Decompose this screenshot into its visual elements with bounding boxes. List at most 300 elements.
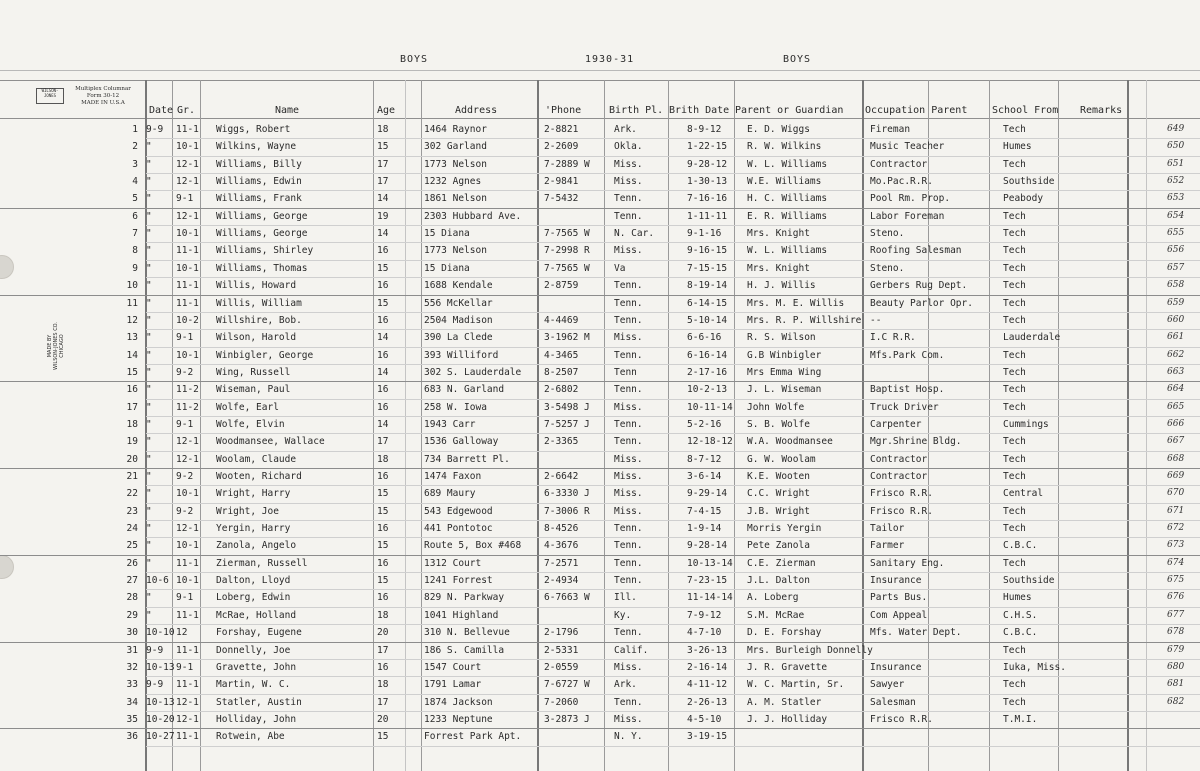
num: 33 xyxy=(126,679,138,691)
date-cell: " xyxy=(146,523,152,535)
phone-cell: 3-5498 J xyxy=(544,401,590,413)
address-cell: 1874 Jackson xyxy=(424,696,493,708)
birthdate-cell: 1-22-15 xyxy=(687,141,728,153)
school-cell: Tech xyxy=(1003,349,1026,361)
birthdate-cell: 3-26-13 xyxy=(687,644,728,656)
school-cell: Peabody xyxy=(1003,193,1044,205)
birthdate-cell: 7-4-15 xyxy=(687,505,722,517)
header-rule xyxy=(0,80,1200,81)
school-cell: Tech xyxy=(1003,505,1026,517)
age-cell: 17 xyxy=(377,644,389,656)
num: 2 xyxy=(132,141,138,153)
occupation-cell: Carpenter xyxy=(870,418,922,430)
age-cell: 17 xyxy=(377,158,389,170)
birthdate-cell: 9-29-14 xyxy=(687,488,728,500)
name-cell: Willis, Howard xyxy=(216,280,297,292)
table-row xyxy=(0,589,1200,606)
num: 30 xyxy=(126,627,138,639)
school-cell: Humes xyxy=(1003,592,1032,604)
phone-cell: 7-2889 W xyxy=(544,158,590,170)
num: 28 xyxy=(126,592,138,604)
birthdate-cell: 7-23-15 xyxy=(687,575,728,587)
age-cell: 16 xyxy=(377,401,389,413)
school-cell: Tech xyxy=(1003,679,1026,691)
birthdate-cell: 1-11-11 xyxy=(687,210,728,222)
num: 12 xyxy=(126,314,138,326)
age-cell: 14 xyxy=(377,366,389,378)
num: 26 xyxy=(126,557,138,569)
address-cell: 1241 Forrest xyxy=(424,575,493,587)
address-cell: 1943 Carr xyxy=(424,418,476,430)
occupation-cell: Tailor xyxy=(870,523,905,535)
occupation-cell: Fireman xyxy=(870,124,911,135)
num: 15 xyxy=(126,366,138,378)
name-cell: Williams, George xyxy=(216,228,308,240)
parent-cell: J. R. Gravette xyxy=(747,661,828,673)
name-cell: Loberg, Edwin xyxy=(216,592,291,604)
parent-cell: H. C. Williams xyxy=(747,193,828,205)
margin-number: 653 xyxy=(1167,193,1185,204)
parent-cell: W. L. Williams xyxy=(747,158,828,170)
birthplace-cell: Okla. xyxy=(614,141,643,153)
phone-cell: 8-4526 xyxy=(544,523,579,535)
maker-line: CHICAGO xyxy=(59,334,65,358)
name-cell: Williams, Edwin xyxy=(216,176,302,188)
margin-number: 655 xyxy=(1167,228,1185,239)
margin-number: 666 xyxy=(1167,418,1185,429)
phone-cell: 3-1962 M xyxy=(544,332,590,344)
grade-cell: 10-1 xyxy=(176,575,199,587)
occupation-cell: Frisco R.R. xyxy=(870,713,933,725)
phone-cell: 7-2998 R xyxy=(544,245,590,257)
margin-number: 671 xyxy=(1167,505,1185,516)
birthdate-cell: 10-2-13 xyxy=(687,384,728,396)
col-header-birthplace: Birth Pl. xyxy=(609,105,664,116)
num: 18 xyxy=(126,418,138,430)
margin-number: 676 xyxy=(1167,592,1185,603)
address-cell: 1773 Nelson xyxy=(424,245,487,257)
name-cell: Williams, Thomas xyxy=(216,262,308,274)
address-cell: 302 Garland xyxy=(424,141,487,153)
parent-cell: C.C. Wright xyxy=(747,488,810,500)
age-cell: 16 xyxy=(377,349,389,361)
age-cell: 17 xyxy=(377,696,389,708)
brand-text xyxy=(70,86,136,107)
birthdate-cell: 7-16-16 xyxy=(687,193,728,205)
date-cell: " xyxy=(146,228,152,240)
margin-number: 652 xyxy=(1167,176,1185,187)
date-cell: " xyxy=(146,540,152,552)
birthplace-cell: Tenn. xyxy=(614,314,643,326)
birthdate-cell: 6-14-15 xyxy=(687,297,728,309)
margin-number: 650 xyxy=(1167,141,1185,152)
margin-number: 682 xyxy=(1167,696,1185,707)
birthdate-cell: 11-14-14 xyxy=(687,592,733,604)
margin-number: 661 xyxy=(1167,332,1185,343)
age-cell: 16 xyxy=(377,592,389,604)
address-cell: 1861 Nelson xyxy=(424,193,487,205)
school-cell: Tech xyxy=(1003,453,1026,465)
grade-cell: 12-1 xyxy=(176,436,199,448)
parent-cell: Pete Zanola xyxy=(747,540,810,552)
table-row xyxy=(0,676,1200,693)
name-cell: Wiseman, Paul xyxy=(216,384,291,396)
margin-number: 675 xyxy=(1167,575,1185,586)
num: 16 xyxy=(126,384,138,396)
age-cell: 15 xyxy=(377,297,389,309)
address-cell: 829 N. Parkway xyxy=(424,592,505,604)
header-bottom-rule xyxy=(0,118,1200,119)
occupation-cell: Farmer xyxy=(870,540,905,552)
table-row xyxy=(0,451,1200,468)
margin-number: 657 xyxy=(1167,262,1185,273)
age-cell: 15 xyxy=(377,488,389,500)
school-cell: Tech xyxy=(1003,228,1026,240)
grade-cell: 11-1 xyxy=(176,644,199,656)
occupation-cell: Contractor xyxy=(870,471,928,482)
birthplace-cell: Ark. xyxy=(614,124,637,135)
birthplace-cell: N. Car. xyxy=(614,228,655,240)
grade-cell: 12-1 xyxy=(176,158,199,170)
school-cell: Central xyxy=(1003,488,1044,500)
grade-cell: 12-1 xyxy=(176,453,199,465)
grade-cell: 11-1 xyxy=(176,297,199,309)
date-cell: " xyxy=(146,453,152,465)
address-cell: 441 Pontotoc xyxy=(424,523,493,535)
age-cell: 16 xyxy=(377,557,389,569)
table-row xyxy=(0,572,1200,589)
address-cell: 1773 Nelson xyxy=(424,158,487,170)
num: 11 xyxy=(126,297,138,309)
birthplace-cell: Tenn. xyxy=(614,193,643,205)
date-cell: " xyxy=(146,366,152,378)
address-cell: 734 Barrett Pl. xyxy=(424,453,510,465)
grade-cell: 12-1 xyxy=(176,696,199,708)
school-cell: Tech xyxy=(1003,245,1026,257)
birthdate-cell: 8-7-12 xyxy=(687,453,722,465)
parent-cell: John Wolfe xyxy=(747,401,805,413)
date-cell: " xyxy=(146,332,152,344)
margin-number: 679 xyxy=(1167,644,1185,655)
name-cell: Wright, Joe xyxy=(216,505,279,517)
table-row xyxy=(0,190,1200,207)
occupation-cell: Contractor xyxy=(870,158,928,170)
grade-cell: 11-1 xyxy=(176,679,199,691)
col-header-grade: Gr. xyxy=(177,105,196,116)
table-row xyxy=(0,138,1200,155)
table-row xyxy=(0,381,1200,398)
table-row xyxy=(0,399,1200,416)
date-cell: " xyxy=(146,401,152,413)
date-cell: " xyxy=(146,297,152,309)
phone-cell: 7-2060 xyxy=(544,696,579,708)
grade-cell: 12-1 xyxy=(176,210,199,222)
num: 8 xyxy=(132,245,138,257)
margin-number: 656 xyxy=(1167,245,1185,256)
phone-cell: 7-6727 W xyxy=(544,679,590,691)
phone-cell: 2-5331 xyxy=(544,644,579,656)
age-cell: 20 xyxy=(377,627,389,639)
parent-cell: C.E. Zierman xyxy=(747,557,816,569)
table-row xyxy=(0,364,1200,381)
school-cell: Humes xyxy=(1003,141,1032,153)
occupation-cell: -- xyxy=(870,314,882,326)
date-cell: 10-13 xyxy=(146,661,175,673)
table-row xyxy=(0,485,1200,502)
parent-cell: Mrs. Burleigh Donnelly xyxy=(747,644,873,656)
date-cell: " xyxy=(146,592,152,604)
age-cell: 15 xyxy=(377,731,389,743)
address-cell: 556 McKellar xyxy=(424,297,493,309)
phone-cell: 6-7663 W xyxy=(544,592,590,604)
occupation-cell: Contractor xyxy=(870,453,928,465)
table-row xyxy=(0,520,1200,537)
parent-cell: R. W. Wilkins xyxy=(747,141,822,153)
school-cell: Tech xyxy=(1003,314,1026,326)
grade-cell: 9-1 xyxy=(176,592,194,604)
address-cell: 1232 Agnes xyxy=(424,176,482,188)
date-cell: 9-9 xyxy=(146,124,164,135)
table-row xyxy=(0,694,1200,711)
occupation-cell: Frisco R.R. xyxy=(870,505,933,517)
birthdate-cell: 4-11-12 xyxy=(687,679,728,691)
table-row xyxy=(0,260,1200,277)
school-cell: Tech xyxy=(1003,262,1026,274)
brand-line: Multiplex Columnar xyxy=(75,86,131,92)
num: 31 xyxy=(126,644,138,656)
birthplace-cell: Tenn. xyxy=(614,280,643,292)
grade-cell: 9-2 xyxy=(176,505,194,517)
age-cell: 15 xyxy=(377,540,389,552)
age-cell: 15 xyxy=(377,575,389,587)
birthplace-cell: Miss. xyxy=(614,176,643,188)
school-cell: C.H.S. xyxy=(1003,609,1038,621)
occupation-cell: Mfs. Water Dept. xyxy=(870,627,962,639)
birthplace-cell: Tenn. xyxy=(614,523,643,535)
occupation-cell: Com Appeal xyxy=(870,609,928,621)
address-cell: 1536 Galloway xyxy=(424,436,499,448)
num: 23 xyxy=(126,505,138,517)
school-cell: Tech xyxy=(1003,436,1026,448)
col-header-address: Address xyxy=(455,105,498,116)
occupation-cell: Steno. xyxy=(870,228,905,240)
age-cell: 18 xyxy=(377,609,389,621)
parent-cell: J. J. Holliday xyxy=(747,713,828,725)
table-row xyxy=(0,121,1200,138)
date-cell: " xyxy=(146,193,152,205)
num: 24 xyxy=(126,523,138,535)
date-cell: " xyxy=(146,471,152,482)
grade-cell: 10-1 xyxy=(176,540,199,552)
birthplace-cell: Miss. xyxy=(614,332,643,344)
num: 35 xyxy=(126,713,138,725)
birthdate-cell: 7-9-12 xyxy=(687,609,722,621)
grade-cell: 10-1 xyxy=(176,488,199,500)
address-cell: 15 Diana xyxy=(424,228,470,240)
margin-number: 651 xyxy=(1167,158,1185,169)
col-header-date: Date xyxy=(149,105,174,116)
address-cell: 543 Edgewood xyxy=(424,505,493,517)
address-cell: 393 Williford xyxy=(424,349,499,361)
birthdate-cell: 8-19-14 xyxy=(687,280,728,292)
name-cell: McRae, Holland xyxy=(216,609,297,621)
birthplace-cell: Miss. xyxy=(614,245,643,257)
birthplace-cell: Tenn. xyxy=(614,557,643,569)
parent-cell: Morris Yergin xyxy=(747,523,822,535)
margin-number: 669 xyxy=(1167,471,1185,481)
table-row xyxy=(0,537,1200,554)
name-cell: Winbigler, George xyxy=(216,349,314,361)
parent-cell: S.M. McRae xyxy=(747,609,805,621)
phone-cell: 2-4934 xyxy=(544,575,579,587)
grade-cell: 9-1 xyxy=(176,661,194,673)
parent-cell: H. J. Willis xyxy=(747,280,816,292)
address-cell: 1547 Court xyxy=(424,661,482,673)
birthplace-cell: Tenn. xyxy=(614,696,643,708)
brand-line: Form 30-12 xyxy=(86,93,120,99)
birthdate-cell: 9-28-12 xyxy=(687,158,728,170)
birthdate-cell: 9-28-14 xyxy=(687,540,728,552)
birthplace-cell: N. Y. xyxy=(614,731,643,743)
grade-cell: 12-1 xyxy=(176,523,199,535)
occupation-cell: Parts Bus. xyxy=(870,592,928,604)
date-cell: 10-20 xyxy=(146,713,175,725)
birthdate-cell: 5-10-14 xyxy=(687,314,728,326)
form-brand-logo xyxy=(36,86,136,114)
table-row xyxy=(0,624,1200,641)
address-cell: 689 Maury xyxy=(424,488,476,500)
birthplace-cell: Miss. xyxy=(614,661,643,673)
age-cell: 14 xyxy=(377,418,389,430)
num: 17 xyxy=(126,401,138,413)
age-cell: 18 xyxy=(377,453,389,465)
date-cell: 9-9 xyxy=(146,679,164,691)
date-cell: " xyxy=(146,609,152,621)
birthdate-cell: 12-18-12 xyxy=(687,436,733,448)
grade-cell: 12-1 xyxy=(176,713,199,725)
school-cell: Iuka, Miss. xyxy=(1003,661,1066,673)
parent-cell: E. R. Williams xyxy=(747,210,828,222)
phone-cell: 2-0559 xyxy=(544,661,579,673)
birthdate-cell: 6-6-16 xyxy=(687,332,722,344)
age-cell: 16 xyxy=(377,471,389,482)
date-cell: " xyxy=(146,262,152,274)
occupation-cell: Frisco R.R. xyxy=(870,488,933,500)
maker-line: WILSON-JONES CO. xyxy=(53,321,59,371)
parent-cell: J.L. Dalton xyxy=(747,575,810,587)
date-cell: " xyxy=(146,280,152,292)
name-cell: Williams, Frank xyxy=(216,193,302,205)
margin-number: 681 xyxy=(1167,679,1185,690)
address-cell: 683 N. Garland xyxy=(424,384,505,396)
birthplace-cell: Ark. xyxy=(614,679,637,691)
brand-mark: WILSON-JONES xyxy=(36,88,64,104)
birthplace-cell: Calif. xyxy=(614,644,649,656)
date-cell: 10-6 xyxy=(146,575,169,587)
name-cell: Wilson, Harold xyxy=(216,332,297,344)
col-header-school: School From xyxy=(992,105,1059,116)
school-cell: Tech xyxy=(1003,280,1026,292)
grade-cell: 9-1 xyxy=(176,418,194,430)
col-header-age: Age xyxy=(377,105,396,116)
birthplace-cell: Miss. xyxy=(614,488,643,500)
address-cell: 1688 Kendale xyxy=(424,280,493,292)
grade-cell: 11-2 xyxy=(176,401,199,413)
birthdate-cell: 6-16-14 xyxy=(687,349,728,361)
school-cell: T.M.I. xyxy=(1003,713,1038,725)
birthdate-cell: 7-15-15 xyxy=(687,262,728,274)
name-cell: Wing, Russell xyxy=(216,366,291,378)
name-cell: Rotwein, Abe xyxy=(216,731,285,743)
grade-cell: 10-2 xyxy=(176,314,199,326)
phone-cell: 2-1796 xyxy=(544,627,579,639)
name-cell: Wolfe, Earl xyxy=(216,401,279,413)
grade-cell: 12 xyxy=(176,627,188,639)
date-cell: " xyxy=(146,418,152,430)
phone-cell: 6-3330 J xyxy=(544,488,590,500)
table-row xyxy=(0,225,1200,242)
table-row xyxy=(0,468,1200,485)
occupation-cell: Gerbers Rug Dept. xyxy=(870,280,968,292)
age-cell: 17 xyxy=(377,436,389,448)
parent-cell: A. Loberg xyxy=(747,592,799,604)
birthdate-cell: 1-9-14 xyxy=(687,523,722,535)
school-cell: Tech xyxy=(1003,297,1026,309)
birthdate-cell: 9-1-16 xyxy=(687,228,722,240)
age-cell: 16 xyxy=(377,384,389,396)
address-cell: 15 Diana xyxy=(424,262,470,274)
parent-cell: W.E. Williams xyxy=(747,176,822,188)
age-cell: 15 xyxy=(377,141,389,153)
table-row xyxy=(0,711,1200,728)
date-cell: " xyxy=(146,436,152,448)
phone-cell: 3-2873 J xyxy=(544,713,590,725)
school-cell: Tech xyxy=(1003,158,1026,170)
num: 3 xyxy=(132,158,138,170)
name-cell: Woodmansee, Wallace xyxy=(216,436,325,448)
age-cell: 18 xyxy=(377,124,389,135)
table-row xyxy=(0,503,1200,520)
name-cell: Donnelly, Joe xyxy=(216,644,291,656)
header-left-title: BOYS xyxy=(400,54,429,65)
grade-cell: 10-1 xyxy=(176,141,199,153)
num: 5 xyxy=(132,193,138,205)
table-row xyxy=(0,642,1200,659)
table-row xyxy=(0,433,1200,450)
phone-cell: 7-3006 R xyxy=(544,505,590,517)
school-cell: Tech xyxy=(1003,644,1026,656)
grade-cell: 10-1 xyxy=(176,228,199,240)
birthplace-cell: Miss. xyxy=(614,505,643,517)
address-cell: 258 W. Iowa xyxy=(424,401,487,413)
parent-cell: W. L. Williams xyxy=(747,245,828,257)
phone-cell: 2-6642 xyxy=(544,471,579,482)
school-cell: Tech xyxy=(1003,523,1026,535)
address-cell: Route 5, Box #468 xyxy=(424,540,522,552)
parent-cell: Mrs. R. P. Willshire xyxy=(747,314,862,326)
grade-cell: 11-1 xyxy=(176,124,199,135)
maker-line: MADE BY xyxy=(47,334,53,358)
num: 25 xyxy=(126,540,138,552)
phone-cell: 4-3676 xyxy=(544,540,579,552)
table-row xyxy=(0,242,1200,259)
margin-number: 663 xyxy=(1167,366,1185,377)
num: 13 xyxy=(126,332,138,344)
num: 20 xyxy=(126,453,138,465)
num: 4 xyxy=(132,176,138,188)
grade-cell: 9-1 xyxy=(176,193,194,205)
age-cell: 16 xyxy=(377,314,389,326)
